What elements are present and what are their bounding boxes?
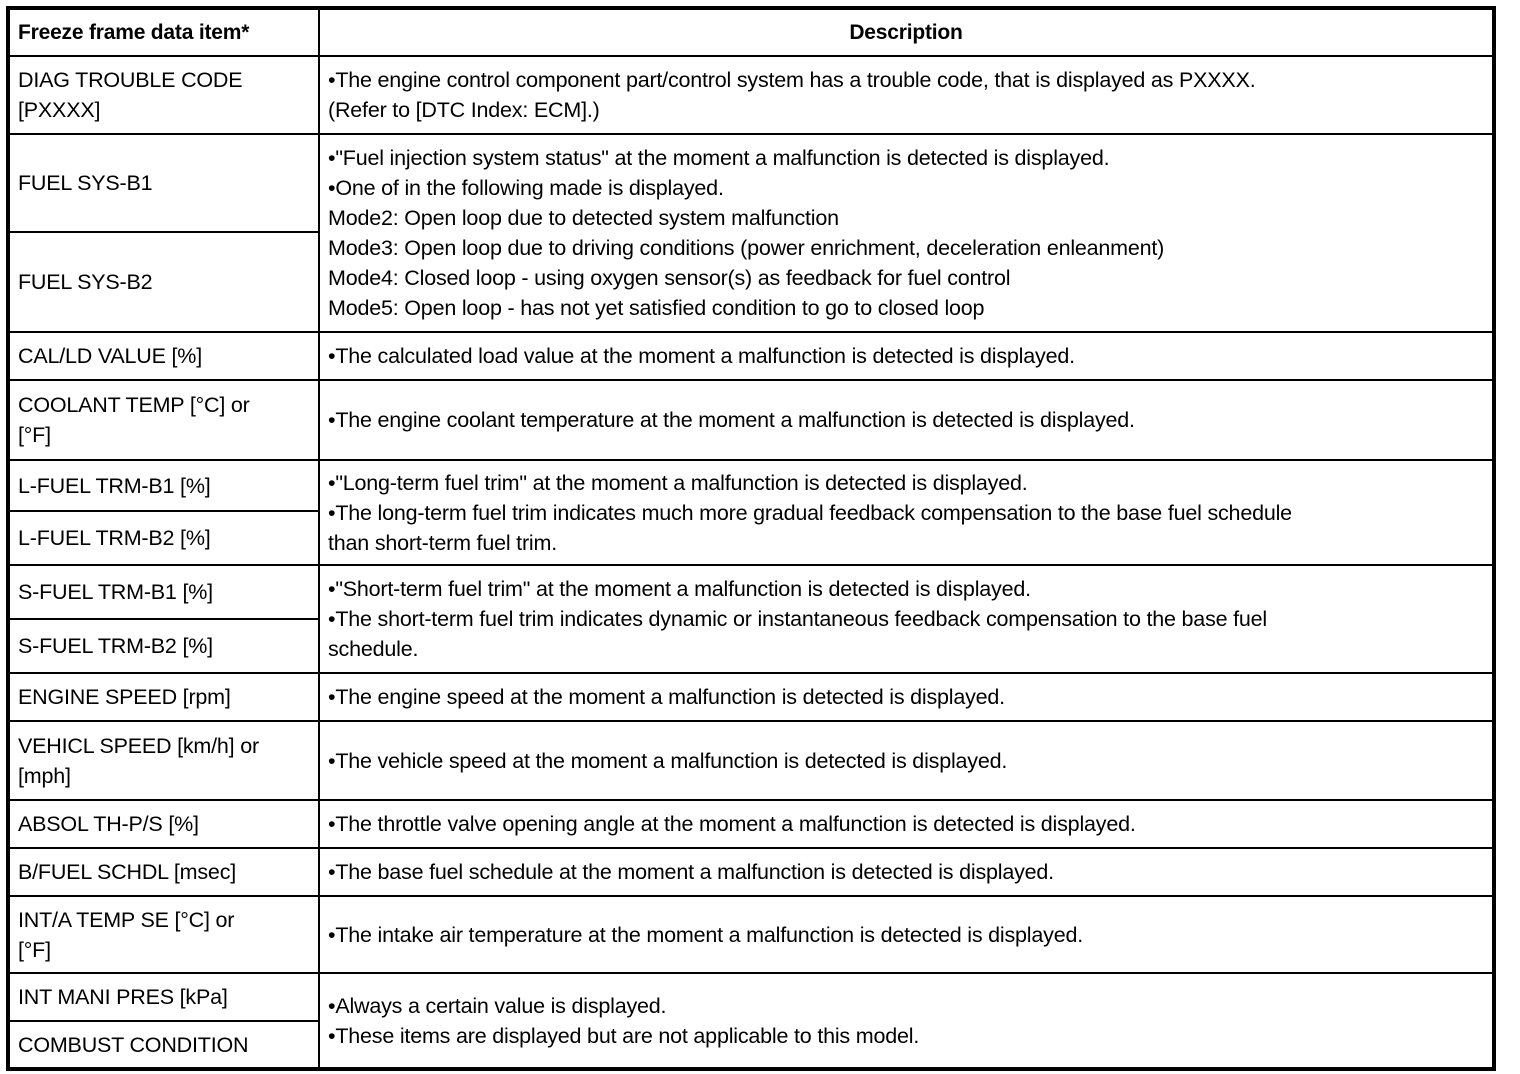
table-row — [8, 134, 1494, 232]
item-cal-ld-value: CAL/LD VALUE [%] — [8, 332, 319, 380]
item-combust-condition: COMBUST CONDITION — [8, 1021, 319, 1069]
table-row — [8, 56, 1494, 134]
item-s-fuel-trm-b1: S-FUEL TRM-B1 [%] — [8, 565, 319, 619]
table-row — [8, 332, 1494, 380]
table-row — [8, 973, 1494, 1021]
description-b-fuel-schdl: •The base fuel schedule at the moment a malfunction is detected is displayed. — [319, 848, 1494, 896]
description-diag-trouble-code: •The engine control component part/control system has a trouble code, that is displayed as PXXXX. (Refer to [DTC Index: ECM].) — [319, 56, 1494, 134]
item-int-mani-pres: INT MANI PRES [kPa] — [8, 973, 319, 1021]
table-row — [8, 848, 1494, 896]
description-absol-th-ps: •The throttle valve opening angle at the moment a malfunction is detected is displayed. — [319, 800, 1494, 848]
description-vehicle-speed: •The vehicle speed at the moment a malfunction is detected is displayed. — [319, 721, 1494, 800]
item-fuel-sys-b2: FUEL SYS-B2 — [8, 232, 319, 332]
table-row — [8, 460, 1494, 511]
item-vehicle-speed: VEHICL SPEED [km/h] or [mph] — [8, 721, 319, 800]
table-row — [8, 565, 1494, 619]
table-row — [8, 896, 1494, 973]
table-row — [8, 673, 1494, 721]
header-item: Freeze frame data item* — [8, 8, 319, 56]
description-coolant-temp: •The engine coolant temperature at the moment a malfunction is detected is displayed. — [319, 380, 1494, 460]
item-s-fuel-trm-b2: S-FUEL TRM-B2 [%] — [8, 619, 319, 673]
item-l-fuel-trm-b2: L-FUEL TRM-B2 [%] — [8, 511, 319, 565]
item-absol-th-ps: ABSOL TH-P/S [%] — [8, 800, 319, 848]
table-row — [8, 800, 1494, 848]
description-fuel-sys: •"Fuel injection system status" at the moment a malfunction is detected is displayed. •One of in the following made is displayed. Mode2: Open loop due to detected system malfunction Mode3: Open loop due to driving conditions (power enrichment, deceleration enleanment) Mode4: Closed loop - using oxygen sensor(s) as feedback for fuel control Mode5: Open loop - has not yet satisfied condition to go to closed loop — [319, 134, 1494, 332]
table-row — [8, 380, 1494, 460]
description-cal-ld-value: •The calculated load value at the moment a malfunction is detected is displayed. — [319, 332, 1494, 380]
table-row — [8, 721, 1494, 800]
item-diag-trouble-code: DIAG TROUBLE CODE [PXXXX] — [8, 56, 319, 134]
description-engine-speed: •The engine speed at the moment a malfunction is detected is displayed. — [319, 673, 1494, 721]
description-int-a-temp-se: •The intake air temperature at the moment a malfunction is detected is displayed. — [319, 896, 1494, 973]
item-fuel-sys-b1: FUEL SYS-B1 — [8, 134, 319, 232]
item-engine-speed: ENGINE SPEED [rpm] — [8, 673, 319, 721]
item-l-fuel-trm-b1: L-FUEL TRM-B1 [%] — [8, 460, 319, 511]
freeze-frame-data-table — [6, 6, 1496, 1071]
header-description: Description — [319, 8, 1494, 56]
description-l-fuel-trm: •"Long-term fuel trim" at the moment a malfunction is detected is displayed. •The long-term fuel trim indicates much more gradual feedback compensation to the base fuel schedule than short-term fuel trim. — [319, 460, 1494, 565]
description-s-fuel-trm: •"Short-term fuel trim" at the moment a malfunction is detected is displayed. •The short-term fuel trim indicates dynamic or instantaneous feedback compensation to the base fuel schedule. — [319, 565, 1494, 673]
description-not-applicable: •Always a certain value is displayed. •These items are displayed but are not applicable to this model. — [319, 973, 1494, 1069]
item-b-fuel-schdl: B/FUEL SCHDL [msec] — [8, 848, 319, 896]
item-int-a-temp-se: INT/A TEMP SE [°C] or [°F] — [8, 896, 319, 973]
item-coolant-temp: COOLANT TEMP [°C] or [°F] — [8, 380, 319, 460]
table-header-row — [8, 8, 1494, 56]
